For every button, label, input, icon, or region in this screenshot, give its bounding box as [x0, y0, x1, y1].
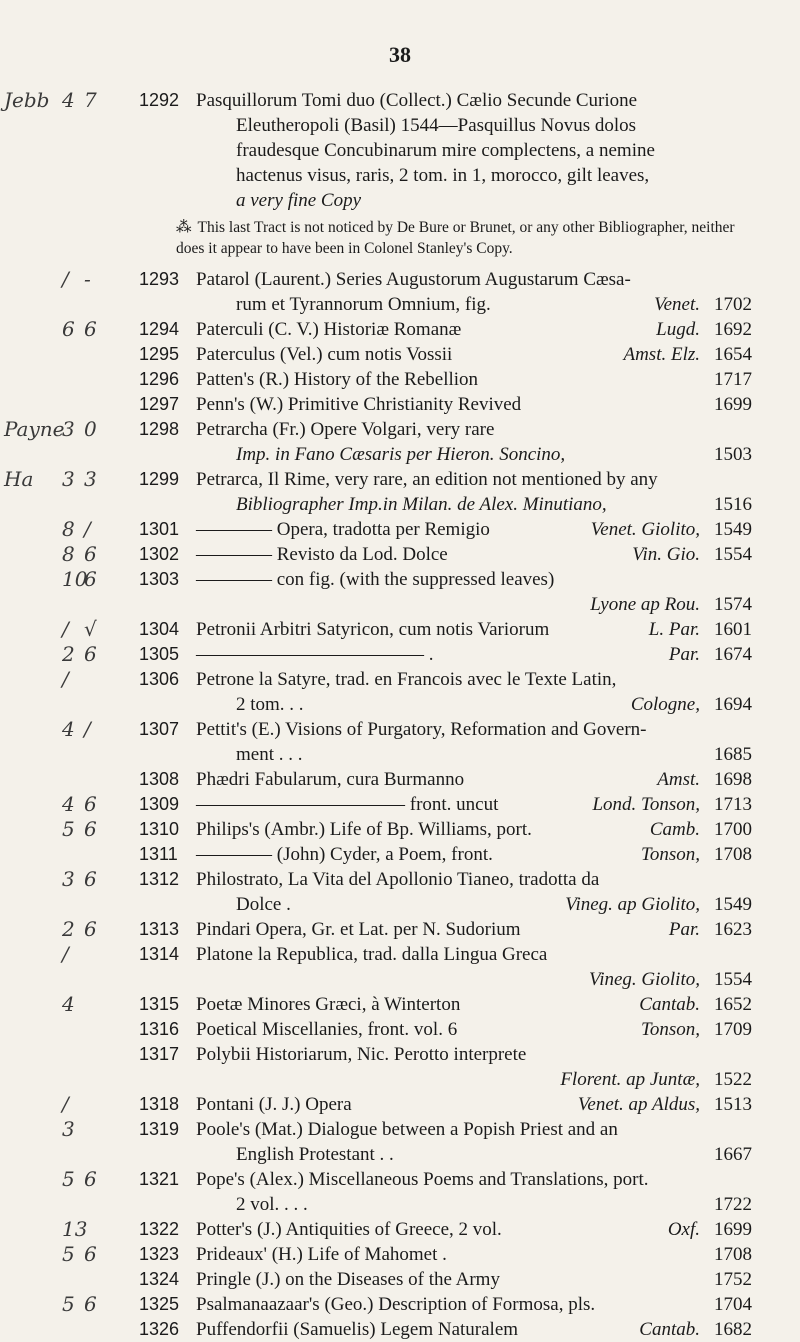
entry-text: Puffendorfii (Samuelis) Legem Naturalem: [196, 1319, 519, 1340]
entry-text: Poetæ Minores Græci, à Winterton: [196, 994, 461, 1015]
catalogue-entry: [0, 517, 800, 542]
margin-price-note: 6: [62, 317, 75, 341]
entry-line: [0, 1192, 800, 1217]
imprint-year: 1704: [714, 1294, 752, 1315]
entry-text: Pindari Opera, Gr. et Lat. per N. Sudorium: [196, 919, 521, 940]
lot-number: 1293: [139, 269, 180, 289]
catalogue-entry: [0, 342, 800, 367]
margin-price-note: 8: [62, 542, 75, 566]
imprint-place: Oxf.: [667, 1219, 700, 1240]
margin-price-note: /: [84, 517, 91, 541]
imprint: [656, 317, 752, 342]
margin-price-note: /: [84, 717, 91, 741]
imprint-year: 1574: [714, 594, 752, 615]
entry-line: [0, 792, 800, 817]
imprint-year: 1554: [714, 969, 752, 990]
catalogue-entry: [0, 1042, 800, 1092]
imprint-year: 1685: [714, 744, 752, 765]
lot-number: 1310: [139, 819, 180, 839]
entry-text: Penn's (W.) Primitive Christianity Revived: [196, 394, 522, 415]
entry-text: Pringle (J.) on the Diseases of the Army: [196, 1269, 500, 1290]
entry-text: Eleutheropoli (Basil) 1544—Pasquillus Novus dolos: [236, 115, 637, 136]
entry-text: Psalmanaazaar's (Geo.) Description of Formosa, pls.: [196, 1294, 596, 1315]
imprint: [668, 1217, 752, 1242]
lot-number: 1298: [139, 419, 180, 439]
entry-text: Dolce .: [236, 894, 291, 915]
imprint: [700, 1142, 752, 1167]
entry-text: Patten's (R.) History of the Rebellion: [196, 369, 479, 390]
catalogue-entry: [0, 917, 800, 942]
entry-line: [0, 717, 800, 742]
entry-line: [0, 492, 800, 517]
lot-number: 1304: [139, 619, 180, 639]
imprint: [631, 692, 752, 717]
lot-number: 1306: [139, 669, 180, 689]
margin-price-note: 6: [84, 1167, 97, 1191]
imprint-year: 1674: [714, 644, 752, 665]
margin-price-note: 4: [62, 792, 75, 816]
lot-number: 1292: [139, 90, 180, 110]
imprint-place: Vineg. ap Giolito,: [565, 894, 700, 915]
entry-line: [0, 1267, 800, 1292]
margin-price-note: 4: [62, 88, 75, 112]
imprint-year: 1694: [714, 694, 752, 715]
margin-price-note: 5: [62, 1242, 75, 1266]
imprint: [700, 742, 752, 767]
lot-number: 1315: [139, 994, 180, 1014]
entry-line: [0, 138, 800, 163]
entry-text: Petrarca, Il Rime, very rare, an edition not mentioned by any: [196, 469, 658, 490]
margin-buyer-note: Payne: [4, 417, 65, 441]
catalogue-entry: [0, 267, 800, 317]
margin-price-note: 3: [62, 1117, 75, 1141]
entry-line: [0, 1117, 800, 1142]
catalogue-entry: [0, 392, 800, 417]
entry-line: [0, 542, 800, 567]
margin-price-note: 13: [62, 1217, 88, 1241]
imprint-year: 1503: [714, 444, 752, 465]
lot-number: 1309: [139, 794, 180, 814]
catalogue-entry: [0, 317, 800, 342]
imprint: [700, 1192, 752, 1217]
lot-number: 1312: [139, 869, 180, 889]
catalogue-entry: [0, 842, 800, 867]
imprint: [632, 542, 752, 567]
lot-number: 1318: [139, 1094, 180, 1114]
entry-line: [0, 467, 800, 492]
entry-line: [0, 817, 800, 842]
entry-text: ———— Revisto da Lod. Dolce: [196, 544, 448, 565]
catalogue-entry: [0, 1167, 800, 1217]
entry-line: [0, 592, 800, 617]
entry-line: [0, 842, 800, 867]
imprint-place: Venet. ap Aldus,: [577, 1094, 700, 1115]
catalogue-entry: [0, 1267, 800, 1292]
imprint: [639, 992, 752, 1017]
lot-number: 1314: [139, 944, 180, 964]
entry-text: ——————————— front. uncut: [196, 794, 499, 815]
catalogue-entry: [0, 367, 800, 392]
entry-text: fraudesque Concubinarum mire complectens, a nemine: [236, 140, 655, 161]
imprint-year: 1698: [714, 769, 752, 790]
lot-number: 1326: [139, 1319, 180, 1339]
imprint-place: Florent. ap Juntæ,: [560, 1069, 700, 1090]
entry-text: Bibliographer Imp.in Milan. de Alex. Minutiano,: [236, 494, 607, 515]
imprint-place: Amst. Elz.: [623, 344, 700, 365]
entry-text: 2 vol. . . .: [236, 1194, 308, 1215]
catalogue-entry: [0, 88, 800, 267]
imprint: [578, 1092, 752, 1117]
imprint-place: Vin. Gio.: [632, 544, 700, 565]
entry-line: [0, 267, 800, 292]
margin-price-note: 6: [84, 917, 97, 941]
margin-price-note: 6: [84, 1242, 97, 1266]
imprint: [654, 292, 752, 317]
lot-number: 1321: [139, 1169, 180, 1189]
margin-price-note: 5: [62, 1167, 75, 1191]
entry-line: [0, 1217, 800, 1242]
entry-line: [0, 1242, 800, 1267]
margin-price-note: 3: [62, 467, 75, 491]
entry-line: [0, 667, 800, 692]
imprint-place: Tonson,: [641, 844, 700, 865]
entry-line: [0, 392, 800, 417]
catalogue-entry: [0, 542, 800, 567]
margin-price-note: /: [62, 942, 69, 966]
margin-price-note: /: [62, 617, 69, 641]
catalogue-entry: [0, 1117, 800, 1167]
entry-line: [0, 1317, 800, 1342]
imprint: [590, 592, 752, 617]
entry-line: [0, 1042, 800, 1067]
catalogue-entry: [0, 767, 800, 792]
entry-line: [0, 367, 800, 392]
entry-line: [0, 442, 800, 467]
margin-buyer-note: Ha: [4, 467, 34, 491]
imprint-year: 1601: [714, 619, 752, 640]
entry-text: ———— (John) Cyder, a Poem, front.: [196, 844, 493, 865]
imprint-year: 1549: [714, 894, 752, 915]
imprint: [560, 1067, 752, 1092]
entry-line: [0, 88, 800, 113]
catalogue-entry: [0, 567, 800, 617]
entry-line: [0, 942, 800, 967]
imprint-year: 1652: [714, 994, 752, 1015]
imprint-year: 1549: [714, 519, 752, 540]
lot-number: 1316: [139, 1019, 180, 1039]
lot-number: 1299: [139, 469, 180, 489]
entry-line: [0, 1142, 800, 1167]
imprint: [639, 1317, 752, 1342]
entry-text: ———— con fig. (with the suppressed leaves): [196, 569, 555, 590]
imprint-place: Cantab.: [639, 994, 700, 1015]
entry-line: [0, 892, 800, 917]
imprint: [592, 792, 752, 817]
page-number: 38: [389, 42, 411, 67]
imprint: [650, 817, 752, 842]
margin-price-note: 7: [84, 88, 97, 112]
imprint-place: Lond. Tonson,: [592, 794, 700, 815]
catalogue-entry: [0, 792, 800, 817]
entry-text: hactenus visus, raris, 2 tom. in 1, morocco, gilt leaves,: [236, 165, 650, 186]
margin-price-note: 6: [84, 867, 97, 891]
margin-price-note: 6: [84, 1292, 97, 1316]
entry-line: [0, 342, 800, 367]
margin-price-note: 3: [62, 417, 75, 441]
imprint-year: 1702: [714, 294, 752, 315]
entry-text: Pettit's (E.) Visions of Purgatory, Reformation and Govern-: [196, 719, 647, 740]
margin-price-note: /: [62, 1092, 69, 1116]
catalogue-entry: [0, 1217, 800, 1242]
entry-text: Philostrato, La Vita del Apollonio Tianeo, tradotta da: [196, 869, 600, 890]
imprint-year: 1682: [714, 1319, 752, 1340]
imprint-year: 1513: [714, 1094, 752, 1115]
catalogue-entry: [0, 667, 800, 717]
imprint-year: 1699: [714, 1219, 752, 1240]
entry-line: [0, 567, 800, 592]
imprint: [669, 642, 752, 667]
catalogue-entry: [0, 467, 800, 517]
entry-line: [0, 617, 800, 642]
catalogue-entry: [0, 642, 800, 667]
imprint-year: 1709: [714, 1019, 752, 1040]
catalogue-entry: [0, 992, 800, 1017]
imprint: [649, 617, 752, 642]
catalogue-entry: [0, 1317, 800, 1342]
imprint-place: Venet.: [654, 294, 700, 315]
margin-price-note: 6: [84, 642, 97, 666]
catalogue-entry: [0, 867, 800, 917]
lot-number: 1317: [139, 1044, 180, 1064]
margin-price-note: 3: [84, 467, 97, 491]
imprint-place: Amst.: [657, 769, 700, 790]
imprint-place: Lugd.: [656, 319, 700, 340]
entry-text: Potter's (J.) Antiquities of Greece, 2 vol.: [196, 1219, 502, 1240]
catalogue-entry: [0, 1092, 800, 1117]
lot-number: 1297: [139, 394, 180, 414]
entry-text: ———— Opera, tradotta per Remigio: [196, 519, 490, 540]
imprint: [700, 1267, 752, 1292]
entry-line: [0, 517, 800, 542]
entry-line: [0, 1092, 800, 1117]
entry-text: Petronii Arbitri Satyricon, cum notis Variorum: [196, 619, 550, 640]
imprint: [589, 967, 752, 992]
catalogue-entry: [0, 817, 800, 842]
imprint: [623, 342, 752, 367]
catalogue-entry: [0, 717, 800, 767]
imprint-year: 1752: [714, 1269, 752, 1290]
entry-line: [0, 163, 800, 188]
imprint-place: Tonson,: [641, 1019, 700, 1040]
imprint: [669, 917, 752, 942]
catalogue-entry: [0, 1242, 800, 1267]
entry-text: ———————————— .: [196, 644, 434, 665]
entry-line: [0, 767, 800, 792]
catalogue-entry: [0, 1017, 800, 1042]
entry-text: rum et Tyrannorum Omnium, fig.: [236, 294, 491, 315]
imprint-year: 1522: [714, 1069, 752, 1090]
margin-price-note: 10: [62, 567, 88, 591]
margin-price-note: 2: [62, 917, 75, 941]
entry-text: Philips's (Ambr.) Life of Bp. Williams, port.: [196, 819, 532, 840]
imprint-place: Par.: [668, 919, 700, 940]
entry-text: Phædri Fabularum, cura Burmanno: [196, 769, 465, 790]
lot-number: 1323: [139, 1244, 180, 1264]
imprint-place: L. Par.: [648, 619, 700, 640]
catalogue-entry: [0, 617, 800, 642]
margin-buyer-note: Jebb: [4, 88, 50, 112]
margin-price-note: 5: [62, 817, 75, 841]
margin-price-note: 5: [62, 1292, 75, 1316]
margin-price-note: /: [62, 667, 69, 691]
imprint-year: 1667: [714, 1144, 752, 1165]
imprint-year: 1692: [714, 319, 752, 340]
imprint: [591, 517, 752, 542]
margin-price-note: 0: [84, 417, 97, 441]
entry-line: [0, 113, 800, 138]
imprint-year: 1554: [714, 544, 752, 565]
imprint-place: Lyone ap Rou.: [590, 594, 700, 615]
entry-text: Pasquillorum Tomi duo (Collect.) Cælio Secunde Curione: [196, 90, 638, 111]
lot-number: 1311: [139, 844, 178, 864]
catalogue-entry: [0, 942, 800, 992]
imprint: [700, 367, 752, 392]
entry-line: [0, 1067, 800, 1092]
imprint: [700, 1292, 752, 1317]
entry-text: Imp. in Fano Cæsaris per Hieron. Soncino,: [236, 444, 566, 465]
entry-text: Poole's (Mat.) Dialogue between a Popish Priest and an: [196, 1119, 618, 1140]
lot-number: 1325: [139, 1294, 180, 1314]
imprint-year: 1708: [714, 844, 752, 865]
imprint-year: 1623: [714, 919, 752, 940]
entry-line: [0, 867, 800, 892]
lot-number: 1307: [139, 719, 180, 739]
entry-text: Pontani (J. J.) Opera: [196, 1094, 352, 1115]
margin-price-note: 4: [62, 717, 75, 741]
imprint-year: 1700: [714, 819, 752, 840]
imprint: [657, 767, 752, 792]
entry-text: Patarol (Laurent.) Series Augustorum Augustarum Cæsa-: [196, 269, 631, 290]
margin-price-note: 2: [62, 642, 75, 666]
entry-text: English Protestant . .: [236, 1144, 394, 1165]
entry-text: Prideaux' (H.) Life of Mahomet .: [196, 1244, 447, 1265]
entry-text: Poetical Miscellanies, front. vol. 6: [196, 1019, 458, 1040]
entry-line: [0, 917, 800, 942]
lot-number: 1308: [139, 769, 180, 789]
imprint: [565, 892, 752, 917]
catalogue-entry: [0, 417, 800, 467]
entry-text: Platone la Republica, trad. dalla Lingua Greca: [196, 944, 548, 965]
entry-line: [0, 967, 800, 992]
entry-line: [0, 317, 800, 342]
margin-price-note: √: [84, 617, 97, 641]
imprint-year: 1516: [714, 494, 752, 515]
entry-line: [0, 417, 800, 442]
catalogue-entry: [0, 1292, 800, 1317]
imprint-place: Camb.: [649, 819, 700, 840]
entry-text: ment . . .: [236, 744, 303, 765]
entry-line: [0, 292, 800, 317]
imprint: [700, 492, 752, 517]
entry-line: [0, 742, 800, 767]
lot-number: 1322: [139, 1219, 180, 1239]
lot-number: 1296: [139, 369, 180, 389]
footnote: [176, 217, 756, 259]
margin-price-note: 6: [84, 317, 97, 341]
entry-line: [0, 188, 800, 213]
margin-price-note: 6: [84, 792, 97, 816]
entry-text: Polybii Historiarum, Nic. Perotto interprete: [196, 1044, 527, 1065]
entry-line: [0, 642, 800, 667]
imprint-year: 1708: [714, 1244, 752, 1265]
catalogue-list: [0, 88, 800, 1342]
imprint: [700, 1242, 752, 1267]
margin-price-note: -: [84, 267, 91, 291]
lot-number: 1324: [139, 1269, 180, 1289]
asterism-icon: ⁂: [176, 219, 192, 236]
margin-price-note: 6: [84, 542, 97, 566]
entry-line: [0, 692, 800, 717]
lot-number: 1305: [139, 644, 180, 664]
imprint-year: 1654: [714, 344, 752, 365]
imprint-year: 1699: [714, 394, 752, 415]
imprint: [700, 392, 752, 417]
margin-price-note: 6: [84, 817, 97, 841]
imprint-place: Cantab.: [639, 1319, 700, 1340]
entry-text: Pope's (Alex.) Miscellaneous Poems and Translations, port.: [196, 1169, 649, 1190]
imprint-year: 1722: [714, 1194, 752, 1215]
entry-line: [0, 992, 800, 1017]
entry-text: 2 tom. . .: [236, 694, 304, 715]
lot-number: 1302: [139, 544, 180, 564]
lot-number: 1313: [139, 919, 180, 939]
lot-number: 1295: [139, 344, 180, 364]
imprint-place: Venet. Giolito,: [590, 519, 700, 540]
margin-price-note: 8: [62, 517, 75, 541]
entry-line: [0, 1167, 800, 1192]
imprint: [641, 1017, 752, 1042]
imprint-place: Par.: [668, 644, 700, 665]
entry-text: Petrone la Satyre, trad. en Francois avec le Texte Latin,: [196, 669, 617, 690]
imprint: [641, 842, 752, 867]
imprint-place: Vineg. Giolito,: [589, 969, 700, 990]
margin-price-note: 3: [62, 867, 75, 891]
margin-price-note: 4: [62, 992, 75, 1016]
lot-number: 1303: [139, 569, 180, 589]
entry-text: Paterculi (C. V.) Historiæ Romanæ: [196, 319, 462, 340]
entry-text: Paterculus (Vel.) cum notis Vossii: [196, 344, 453, 365]
imprint: [700, 442, 752, 467]
margin-price-note: /: [62, 267, 69, 291]
imprint-place: Cologne,: [630, 694, 700, 715]
entry-text: a very fine Copy: [236, 190, 362, 211]
lot-number: 1319: [139, 1119, 180, 1139]
entry-line: [0, 1292, 800, 1317]
entry-line: [0, 1017, 800, 1042]
imprint-year: 1713: [714, 794, 752, 815]
entry-text: Petrarcha (Fr.) Opere Volgari, very rare: [196, 419, 495, 440]
lot-number: 1294: [139, 319, 180, 339]
lot-number: 1301: [139, 519, 180, 539]
imprint-year: 1717: [714, 369, 752, 390]
footnote-text: This last Tract is not noticed by De Bure or Brunet, or any other Bibliographer, neither does it appear to have been in Colonel Stanley's Copy.: [176, 219, 735, 257]
margin-price-note: 6: [84, 567, 97, 591]
